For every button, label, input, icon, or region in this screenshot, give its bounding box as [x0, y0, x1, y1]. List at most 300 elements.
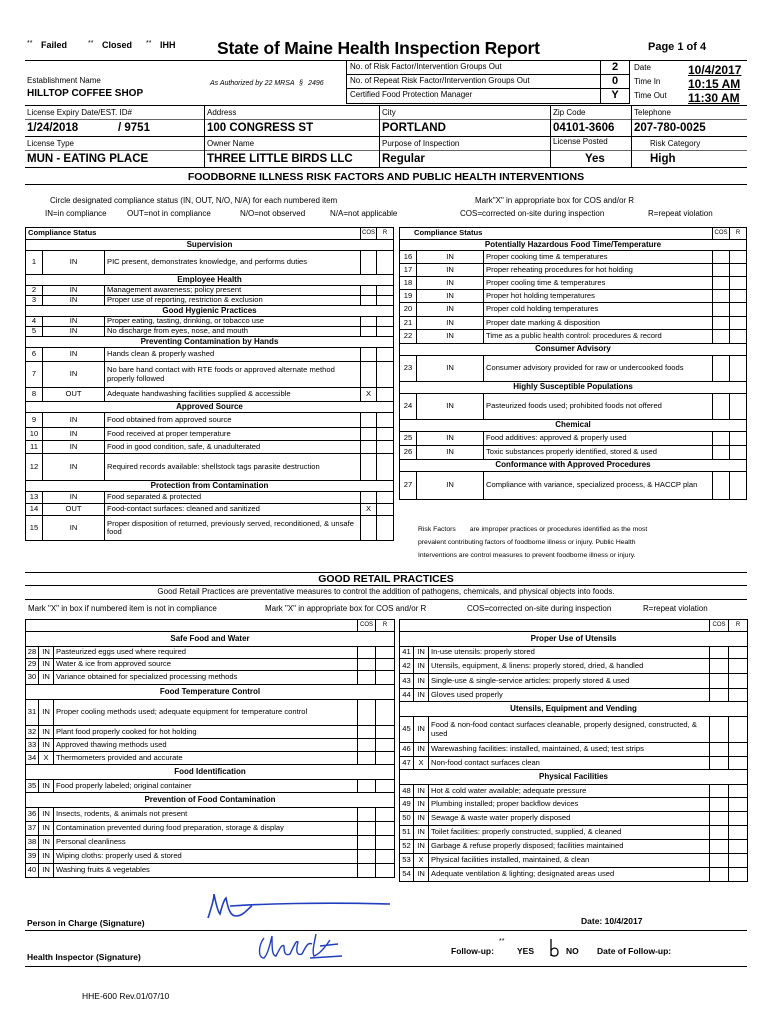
cos-box[interactable]: [358, 726, 376, 739]
cos-box[interactable]: [710, 798, 729, 812]
zip-label: Zip Code: [553, 108, 586, 117]
status-cell[interactable]: IN: [39, 808, 54, 822]
table-row: 23 IN Consumer advisory provided for raw or undercooked foods: [400, 356, 747, 382]
cos-box[interactable]: [713, 330, 730, 344]
cos-box[interactable]: [713, 277, 730, 290]
status-cell[interactable]: IN: [39, 822, 54, 836]
time-out-value: 11:30 AM: [688, 91, 740, 105]
r-box[interactable]: [729, 798, 748, 812]
r-box[interactable]: [729, 868, 748, 882]
col-cos: COS: [361, 228, 377, 240]
r-box[interactable]: [377, 504, 394, 516]
cos-box[interactable]: [710, 868, 729, 882]
status-cell[interactable]: IN: [414, 659, 429, 674]
status-cell[interactable]: IN: [414, 717, 429, 743]
table-row: 48 IN Hot & cold water available; adequate pressure: [400, 785, 748, 798]
cos-box[interactable]: X: [361, 504, 377, 516]
cos-box[interactable]: [710, 826, 729, 840]
table-row: 4 IN Proper eating, tasting, drinking, or tobacco use: [26, 317, 394, 327]
r-box[interactable]: [377, 362, 394, 388]
status-cell[interactable]: IN: [43, 317, 105, 327]
cos-box[interactable]: [361, 492, 377, 504]
r-box[interactable]: [730, 394, 747, 420]
table-row: 12 IN Required records available: shellstock tags parasite destruction: [26, 454, 394, 481]
status-cell[interactable]: IN: [39, 671, 54, 685]
table-row: 8 OUT Adequate handwashing facilities supplied & accessible X: [26, 388, 394, 402]
status-cell[interactable]: IN: [417, 472, 484, 500]
r-box[interactable]: [377, 388, 394, 402]
cos-box[interactable]: [713, 317, 730, 330]
r-box[interactable]: [376, 739, 395, 752]
followup-mark: **: [499, 938, 505, 945]
table-row: 10 IN Food received at proper temperature: [26, 428, 394, 441]
cos-box[interactable]: [358, 739, 376, 752]
r-box[interactable]: [377, 251, 394, 275]
r-box[interactable]: [729, 717, 748, 743]
cos-box[interactable]: [361, 348, 377, 362]
cos-box[interactable]: [713, 356, 730, 382]
r-box[interactable]: [729, 840, 748, 854]
status-cell[interactable]: IN: [417, 394, 484, 420]
status-cell[interactable]: IN: [43, 286, 105, 296]
zip-value: 04101-3606: [553, 122, 615, 134]
cos-box[interactable]: [361, 516, 377, 541]
license-expiry-label: License Expiry Date/EST. ID#: [27, 108, 132, 117]
section-time-temperature: Potentially Hazardous Food Time/Temperature: [400, 240, 747, 251]
cos-box[interactable]: [713, 446, 730, 460]
r-box[interactable]: [729, 785, 748, 798]
ihh-checkbox[interactable]: [146, 40, 175, 50]
section-physical-facilities: Physical Facilities: [400, 770, 748, 785]
ihh-mark: **: [146, 40, 152, 47]
status-cell[interactable]: IN: [43, 413, 105, 428]
risk-factors-note-label: Risk Factors: [418, 526, 456, 533]
r-box[interactable]: [730, 251, 747, 264]
followup-no[interactable]: NO: [566, 946, 579, 956]
purpose-value: Regular: [382, 153, 425, 165]
table-row: 50 IN Sewage & waste water properly disposed: [400, 812, 748, 826]
date-value: 10/4/2017: [688, 63, 742, 77]
cos-box[interactable]: [358, 671, 376, 685]
col-cos: COS: [358, 620, 376, 632]
table-row: 31 IN Proper cooling methods used; adequate equipment for temperature control: [26, 700, 395, 726]
retail-title: GOOD RETAIL PRACTICES: [318, 573, 454, 585]
cos-box[interactable]: [358, 700, 376, 726]
establishment-name-label: Establishment Name: [27, 76, 101, 85]
table-row: 36 IN Insects, rodents, & animals not present: [26, 808, 395, 822]
license-posted-label: License Posted: [553, 137, 608, 146]
license-type-label: License Type: [27, 139, 74, 148]
establishment-name: HILLTOP COFFEE SHOP: [27, 88, 144, 99]
status-cell[interactable]: IN: [39, 739, 54, 752]
status-cell[interactable]: IN: [417, 356, 484, 382]
status-cell[interactable]: IN: [43, 516, 105, 541]
r-box[interactable]: [730, 446, 747, 460]
cfpm-label: Certified Food Protection Manager: [350, 90, 473, 99]
status-cell[interactable]: IN: [417, 446, 484, 460]
r-box[interactable]: [377, 492, 394, 504]
section-safe-food-water: Safe Food and Water: [26, 632, 395, 647]
status-cell[interactable]: OUT: [43, 504, 105, 516]
r-box[interactable]: [376, 822, 395, 836]
status-cell[interactable]: IN: [39, 864, 54, 878]
cos-box[interactable]: [358, 647, 376, 659]
cos-box[interactable]: [710, 717, 729, 743]
section-supervision: Supervision: [26, 240, 394, 251]
date-label: Date: [634, 63, 651, 72]
status-cell[interactable]: IN: [43, 441, 105, 454]
r-box[interactable]: [730, 290, 747, 303]
table-row: 21 IN Proper date marking & disposition: [400, 317, 747, 330]
cos-box[interactable]: [710, 659, 729, 674]
r-box[interactable]: [730, 356, 747, 382]
cos-box[interactable]: [361, 413, 377, 428]
table-row: 32 IN Plant food properly cooked for hot holding: [26, 726, 395, 739]
r-box[interactable]: [729, 689, 748, 702]
status-cell[interactable]: X: [39, 752, 54, 765]
cos-box[interactable]: [358, 822, 376, 836]
address-value: 100 CONGRESS ST: [207, 122, 314, 134]
status-cell[interactable]: IN: [414, 689, 429, 702]
cos-box[interactable]: [713, 394, 730, 420]
pic-signature: [200, 888, 400, 930]
r-box[interactable]: [729, 647, 748, 659]
retail-right-table: [399, 619, 748, 882]
table-row: 22 IN Time as a public health control: procedures & record: [400, 330, 747, 344]
r-box[interactable]: [377, 348, 394, 362]
table-row: 41 IN In-use utensils: properly stored: [400, 647, 748, 659]
col-r: R: [376, 620, 395, 632]
cos-box[interactable]: [713, 303, 730, 317]
retail-left-table: [25, 619, 395, 878]
status-cell[interactable]: IN: [414, 798, 429, 812]
col-cos: COS: [713, 228, 730, 240]
legend-in: IN=in compliance: [45, 209, 107, 218]
status-cell[interactable]: IN: [414, 785, 429, 798]
risk-groups-out-label: No. of Risk Factor/Intervention Groups Out: [350, 62, 502, 71]
table-row: 13 IN Food separated & protected: [26, 492, 394, 504]
cos-box[interactable]: [361, 286, 377, 296]
telephone-value: 207-780-0025: [634, 122, 706, 134]
r-box[interactable]: [730, 303, 747, 317]
owner-value: THREE LITTLE BIRDS LLC: [207, 153, 353, 165]
cos-box[interactable]: [361, 454, 377, 481]
table-row: 26 IN Toxic substances properly identified, stored & used: [400, 446, 747, 460]
status-cell[interactable]: IN: [414, 826, 429, 840]
risk-factors-title: FOODBORNE ILLNESS RISK FACTORS AND PUBLIC HEALTH INTERVENTIONS: [187, 171, 585, 183]
table-row: 20 IN Proper cold holding temperatures: [400, 303, 747, 317]
section-food-identification: Food Identification: [26, 765, 395, 780]
cos-box[interactable]: [358, 808, 376, 822]
r-box[interactable]: [729, 812, 748, 826]
cos-box[interactable]: [710, 854, 729, 868]
cos-box[interactable]: [713, 432, 730, 446]
table-row: 52 IN Garbage & refuse properly disposed; facilities maintained: [400, 840, 748, 854]
section-consumer-advisory: Consumer Advisory: [400, 344, 747, 356]
status-cell[interactable]: IN: [39, 647, 54, 659]
risk-category-value: High: [650, 153, 676, 165]
table-row: 54 IN Adequate ventilation & lighting; designated areas used: [400, 868, 748, 882]
cos-box[interactable]: [710, 689, 729, 702]
legend-out: OUT=not in compliance: [127, 209, 211, 218]
r-box[interactable]: [729, 743, 748, 757]
table-row: 15 IN Proper disposition of returned, previously served, reconditioned, & unsafe food: [26, 516, 394, 541]
retail-legend-r: R=repeat violation: [643, 604, 708, 613]
section-utensils-equipment: Utensils, Equipment and Vending: [400, 702, 748, 717]
section-contamination-hands: Preventing Contamination by Hands: [26, 337, 394, 348]
status-cell[interactable]: IN: [39, 850, 54, 864]
page-number: Page 1 of 4: [648, 41, 707, 53]
purpose-label: Purpose of Inspection: [382, 139, 460, 148]
status-cell[interactable]: IN: [414, 840, 429, 854]
followup-yes[interactable]: YES: [517, 946, 535, 956]
closed-mark: **: [88, 40, 94, 47]
repeat-groups-out-label: No. of Repeat Risk Factor/Intervention Groups Out: [350, 76, 530, 85]
r-box[interactable]: [729, 659, 748, 674]
cos-box[interactable]: [713, 472, 730, 500]
status-cell[interactable]: IN: [414, 743, 429, 757]
closed-label: Closed: [101, 40, 132, 50]
table-row: 51 IN Toilet facilities: properly constructed, supplied, & cleaned: [400, 826, 748, 840]
status-cell[interactable]: IN: [417, 317, 484, 330]
table-row: 33 IN Approved thawing methods used: [26, 739, 395, 752]
r-box[interactable]: [730, 277, 747, 290]
cos-box[interactable]: X: [361, 388, 377, 402]
table-row: 3 IN Proper use of reporting, restriction & exclusion: [26, 296, 394, 306]
table-row: 28 IN Pasteurized eggs used where required: [26, 647, 395, 659]
table-row: 29 IN Water & ice from approved source: [26, 659, 395, 671]
cos-box[interactable]: [361, 251, 377, 275]
table-row: 40 IN Washing fruits & vegetables: [26, 864, 395, 878]
legend-r: R=repeat violation: [648, 209, 713, 218]
cos-box[interactable]: [361, 296, 377, 306]
est-id-value: / 9751: [118, 122, 150, 134]
r-box[interactable]: [377, 516, 394, 541]
status-cell[interactable]: IN: [417, 264, 484, 277]
status-cell[interactable]: IN: [39, 659, 54, 671]
r-box[interactable]: [377, 413, 394, 428]
status-cell[interactable]: IN: [417, 330, 484, 344]
retail-instructions-x: Mark "X" in box if numbered item is not in compliance: [28, 604, 217, 613]
risk-instructions-mark: Mark"X" in appropriate box for COS and/or R: [475, 196, 635, 205]
risk-factors-right-table: [399, 227, 747, 500]
cos-box[interactable]: [710, 785, 729, 798]
legend-no: N/O=not observed: [240, 209, 306, 218]
r-box[interactable]: [730, 317, 747, 330]
r-box[interactable]: [377, 428, 394, 441]
status-cell[interactable]: IN: [43, 348, 105, 362]
section-protection-contamination: Protection from Contamination: [26, 481, 394, 492]
failed-label: Failed: [40, 40, 67, 50]
col-cos: COS: [710, 620, 729, 632]
cfpm-value: Y: [611, 89, 619, 101]
status-cell[interactable]: OUT: [43, 388, 105, 402]
cos-box[interactable]: [710, 647, 729, 659]
report-title: State of Maine Health Inspection Report: [217, 38, 540, 58]
table-row: 5 IN No discharge from eyes, nose, and mouth: [26, 327, 394, 337]
status-cell[interactable]: IN: [414, 868, 429, 882]
r-box[interactable]: [376, 808, 395, 822]
cos-box[interactable]: [361, 441, 377, 454]
col-r: R: [729, 620, 748, 632]
status-cell[interactable]: IN: [417, 277, 484, 290]
cos-box[interactable]: [713, 251, 730, 264]
cos-box[interactable]: [713, 290, 730, 303]
cos-box[interactable]: [358, 752, 376, 765]
status-cell[interactable]: X: [414, 757, 429, 770]
status-cell[interactable]: IN: [43, 492, 105, 504]
risk-instructions-circle: Circle designated compliance status (IN, OUT, N/O, N/A) for each numbered item: [50, 196, 338, 205]
table-row: 30 IN Variance obtained for specialized processing methods: [26, 671, 395, 685]
table-row: 24 IN Pasteurized foods used; prohibited foods not offered: [400, 394, 747, 420]
status-cell[interactable]: IN: [43, 251, 105, 275]
cos-box[interactable]: [358, 780, 376, 793]
section-chemical: Chemical: [400, 420, 747, 432]
table-row: 1 IN PIC present, demonstrates knowledge, and performs duties: [26, 251, 394, 275]
r-box[interactable]: [376, 850, 395, 864]
r-box[interactable]: [376, 752, 395, 765]
r-box[interactable]: [729, 854, 748, 868]
cos-box[interactable]: [358, 836, 376, 850]
r-box[interactable]: [729, 757, 748, 770]
r-box[interactable]: [377, 454, 394, 481]
r-box[interactable]: [376, 671, 395, 685]
r-box[interactable]: [376, 780, 395, 793]
statute-number: 2496: [308, 80, 324, 87]
section-conformance: Conformance with Approved Procedures: [400, 460, 747, 472]
status-cell[interactable]: IN: [414, 674, 429, 689]
cos-box[interactable]: [358, 659, 376, 671]
table-row: 35 IN Food properly labeled; original container: [26, 780, 395, 793]
address-label: Address: [207, 108, 237, 117]
authorized-statute: [210, 80, 324, 87]
legend-cos: COS=corrected on-site during inspection: [460, 209, 605, 218]
table-row: 16 IN Proper cooking time & temperatures: [400, 251, 747, 264]
status-cell[interactable]: IN: [417, 251, 484, 264]
r-box[interactable]: [729, 826, 748, 840]
r-box[interactable]: [376, 659, 395, 671]
section-hygienic-practices: Good Hygienic Practices: [26, 306, 394, 317]
r-box[interactable]: [730, 264, 747, 277]
r-box[interactable]: [376, 836, 395, 850]
col-r: R: [377, 228, 394, 240]
r-box[interactable]: [377, 327, 394, 337]
repeat-groups-out-value: 0: [611, 75, 619, 87]
status-cell[interactable]: IN: [43, 454, 105, 481]
status-cell[interactable]: IN: [414, 647, 429, 659]
status-cell[interactable]: IN: [39, 700, 54, 726]
cos-box[interactable]: [361, 317, 377, 327]
section-proper-use-utensils: Proper Use of Utensils: [400, 632, 748, 647]
form-id: HHE-600 Rev.01/07/10: [82, 991, 170, 1001]
cos-box[interactable]: [713, 264, 730, 277]
section-employee-health: Employee Health: [26, 275, 394, 286]
risk-factors-left-table: [25, 227, 394, 541]
status-cell[interactable]: IN: [39, 780, 54, 793]
followup-label: Follow-up:: [451, 946, 494, 956]
table-row: 53 X Physical facilities installed, maintained, & clean: [400, 854, 748, 868]
status-cell[interactable]: IN: [417, 303, 484, 317]
city-label: City: [382, 108, 396, 117]
table-row: 14 OUT Food-contact surfaces: cleaned and sanitized X: [26, 504, 394, 516]
signature-date: Date: 10/4/2017: [581, 916, 643, 926]
owner-label: Owner Name: [207, 139, 255, 148]
status-cell[interactable]: IN: [39, 836, 54, 850]
risk-category-label: Risk Category: [650, 139, 701, 148]
cos-box[interactable]: [358, 850, 376, 864]
table-row: 19 IN Proper hot holding temperatures: [400, 290, 747, 303]
r-box[interactable]: [377, 296, 394, 306]
cos-box[interactable]: [361, 327, 377, 337]
r-box[interactable]: [730, 330, 747, 344]
r-box[interactable]: [376, 864, 395, 878]
cos-box[interactable]: [358, 864, 376, 878]
followup-date-label: Date of Follow-up:: [597, 946, 672, 956]
r-box[interactable]: [377, 441, 394, 454]
section-prevention-contamination: Prevention of Food Contamination: [26, 793, 395, 808]
cos-box[interactable]: [710, 840, 729, 854]
cos-box[interactable]: [710, 812, 729, 826]
section-food-temperature: Food Temperature Control: [26, 685, 395, 700]
r-box[interactable]: [729, 674, 748, 689]
r-box[interactable]: [377, 286, 394, 296]
r-box[interactable]: [730, 472, 747, 500]
table-row: 42 IN Utensils, equipment, & linens: properly stored, dried, & handled: [400, 659, 748, 674]
r-box[interactable]: [376, 726, 395, 739]
failed-checkbox[interactable]: [27, 40, 67, 50]
status-cell[interactable]: IN: [43, 362, 105, 388]
status-cell[interactable]: IN: [43, 428, 105, 441]
status-cell[interactable]: X: [414, 854, 429, 868]
r-box[interactable]: [730, 432, 747, 446]
time-in-label: Time In: [634, 77, 661, 86]
table-row: 34 X Thermometers provided and accurate: [26, 752, 395, 765]
pic-signature-label: Person in Charge (Signature): [27, 918, 145, 928]
table-row: 37 IN Contamination prevented during food preparation, storage & display: [26, 822, 395, 836]
r-box[interactable]: [376, 647, 395, 659]
status-cell[interactable]: IN: [417, 290, 484, 303]
table-row: 7 IN No bare hand contact with RTE foods or approved alternate method properly followed: [26, 362, 394, 388]
status-cell[interactable]: IN: [417, 432, 484, 446]
table-row: 43 IN Single-use & single-service articles: properly stored & used: [400, 674, 748, 689]
cos-box[interactable]: [361, 362, 377, 388]
r-box[interactable]: [376, 700, 395, 726]
ihh-label: IHH: [159, 40, 176, 50]
license-posted-value: Yes: [585, 153, 605, 165]
cos-box[interactable]: [710, 743, 729, 757]
table-row: 11 IN Food in good condition, safe, & unadulterated: [26, 441, 394, 454]
retail-instructions-cos: Mark "X" in appropriate box for COS and/or R: [265, 604, 427, 613]
failed-mark: **: [27, 40, 33, 47]
cos-box[interactable]: [710, 757, 729, 770]
table-row: 17 IN Proper reheating procedures for hot holding: [400, 264, 747, 277]
table-row: 47 X Non-food contact surfaces clean: [400, 757, 748, 770]
table-row: 46 IN Warewashing facilities: installed, maintained, & used; test strips: [400, 743, 748, 757]
table-row: 18 IN Proper cooling time & temperatures: [400, 277, 747, 290]
status-cell[interactable]: IN: [39, 726, 54, 739]
r-box[interactable]: [377, 317, 394, 327]
city-value: PORTLAND: [382, 122, 446, 134]
legend-na: N/A=not applicable: [330, 209, 398, 218]
status-cell[interactable]: IN: [43, 296, 105, 306]
cos-box[interactable]: [710, 674, 729, 689]
license-expiry-value: 1/24/2018: [27, 122, 79, 134]
closed-checkbox[interactable]: [88, 40, 132, 50]
status-cell[interactable]: IN: [414, 812, 429, 826]
status-cell[interactable]: IN: [43, 327, 105, 337]
followup-no-circle[interactable]: [548, 937, 562, 959]
cos-box[interactable]: [361, 428, 377, 441]
